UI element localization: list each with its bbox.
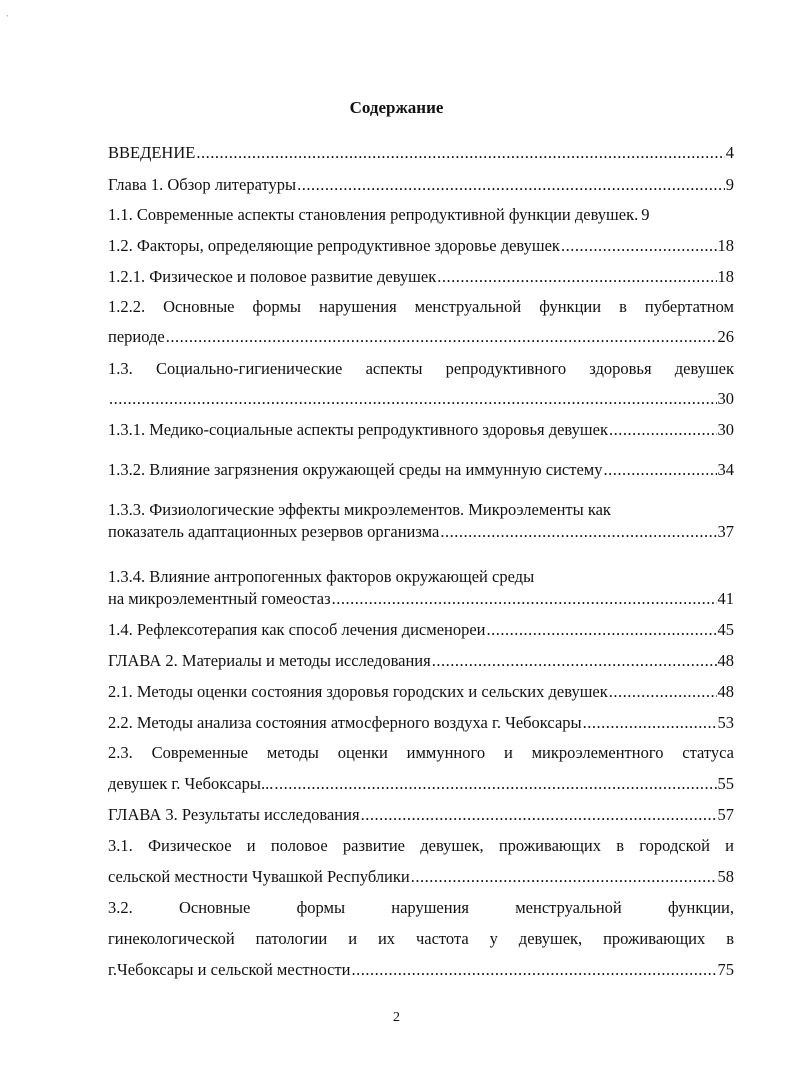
toc-entry-text: периоде: [108, 327, 165, 346]
toc-entry-page: 58: [717, 867, 734, 886]
dot-leader: [109, 389, 717, 409]
toc-entry-page: 18: [717, 267, 734, 286]
toc-entry-1-3-4[interactable]: [108, 567, 734, 609]
toc-entry-2-3[interactable]: [108, 743, 734, 794]
toc-entry-1-2-2[interactable]: [108, 297, 734, 347]
toc-entry-page: 37: [717, 522, 734, 541]
toc-entry-line2: гинекологической патологии и их частота у девушек, проживающих в: [108, 929, 734, 948]
toc-entry-page: 26: [717, 327, 734, 346]
dot-leader: [609, 420, 717, 440]
toc-entry-page: 45: [717, 620, 734, 639]
dot-leader: [487, 620, 717, 640]
toc-entry-text: г.Чебоксары и сельской местности: [108, 960, 351, 979]
toc-entry-page: 53: [717, 713, 734, 732]
toc-entry-line1: 1.3.3. Физиологические эффекты микроэлементов. Микроэлементы как: [108, 500, 611, 519]
toc-entry-1-1[interactable]: [108, 205, 734, 225]
page-number: 2: [393, 1010, 400, 1025]
toc-entry-text: 1.1. Современные аспекты становления репродуктивной функции девушек.: [108, 205, 639, 224]
toc-entry-text: ВВЕДЕНИЕ: [108, 143, 196, 162]
dot-leader: [432, 651, 717, 671]
toc-entry-1-3-3[interactable]: [108, 500, 734, 542]
toc-entry-page: 18: [717, 236, 734, 255]
toc-entry-page: 48: [717, 682, 734, 701]
toc-entry-page: 48: [717, 651, 734, 670]
toc-entry-page: 41: [717, 589, 734, 608]
toc-entry-text: ГЛАВА 3. Результаты исследования: [108, 805, 360, 824]
dot-leader: [437, 267, 716, 287]
dot-leader: [166, 327, 717, 347]
toc-entry-text: 1.2.1. Физическое и половое развитие девушек: [108, 267, 437, 286]
toc-entry-3-2[interactable]: [108, 898, 734, 980]
toc-entry-text: на микроэлементный гомеостаз: [108, 589, 331, 608]
toc-entry-text: 1.3.1. Медико-социальные аспекты репродуктивного здоровья девушек: [108, 420, 608, 439]
toc-entry-text: 2.1. Методы оценки состояния здоровья городских и сельских девушек: [108, 682, 608, 701]
toc-entry-page: 30: [717, 420, 734, 439]
toc-entry-page: 75: [717, 960, 734, 979]
toc-entry-page: 57: [717, 805, 734, 824]
dot-leader: [609, 682, 717, 702]
dot-leader: [561, 236, 717, 256]
toc-entry-text: сельской местности Чувашкой Республики: [108, 867, 410, 886]
dot-leader: [332, 589, 717, 609]
toc-entry-1-4[interactable]: [108, 620, 734, 640]
toc-entry-2-1[interactable]: [108, 682, 734, 702]
toc-entry-page: 9: [725, 175, 734, 194]
dot-leader: [297, 175, 725, 195]
toc-entry-introduction[interactable]: [108, 143, 734, 163]
toc-entry-1-2-1[interactable]: [108, 267, 734, 287]
toc-entry-line1: 3.1. Физическое и половое развитие девушек, проживающих в городской и: [108, 836, 734, 855]
dot-leader: [196, 143, 724, 163]
toc-entry-1-2[interactable]: [108, 236, 734, 256]
toc-entry-1-3-1[interactable]: [108, 420, 734, 440]
dot-leader: [351, 960, 716, 980]
toc-entry-page: 30: [717, 389, 734, 408]
toc-entry-2-2[interactable]: [108, 713, 734, 733]
dot-leader: [583, 713, 717, 733]
toc-entry-text: 1.3.2. Влияние загрязнения окружающей среды на иммунную систему: [108, 460, 603, 479]
toc-entry-page: 9: [641, 205, 650, 224]
dot-leader: [440, 522, 716, 542]
toc-entry-line1: 1.3.4. Влияние антропогенных факторов окружающей среды: [108, 567, 535, 586]
toc-entry-1-3-2[interactable]: [108, 460, 734, 480]
toc-entry-text: 1.4. Рефлексотерапия как способ лечения дисменореи: [108, 620, 486, 639]
toc-entry-text: показатель адаптационных резервов организма: [108, 522, 440, 541]
dot-leader: [274, 774, 716, 794]
toc-entry-text: 2.2. Методы анализа состояния атмосферного воздуха г. Чебоксары: [108, 713, 582, 732]
toc-entry-text: Глава 1. Обзор литературы: [108, 175, 297, 194]
toc-entry-1-3[interactable]: [108, 359, 734, 409]
toc-entry-line1: 3.2. Основные формы нарушения менструальной функции,: [108, 898, 734, 917]
toc-entry-line1: 1.2.2. Основные формы нарушения менструальной функции в пубертатном: [108, 297, 734, 316]
toc-entry-3-1[interactable]: [108, 836, 734, 887]
scan-mark: `: [6, 14, 9, 23]
toc-entry-page: 4: [725, 143, 734, 162]
dot-leader: [411, 867, 717, 887]
toc-entry-line1: 2.3. Современные методы оценки иммунного и микроэлементного статуса: [108, 743, 734, 762]
toc-entry-page: 34: [717, 460, 734, 479]
dot-leader: [603, 460, 716, 480]
toc-entry-text: ГЛАВА 2. Материалы и методы исследования: [108, 651, 431, 670]
toc-entry-text: девушек г. Чебоксары...: [108, 774, 274, 793]
toc-entry-chapter-2[interactable]: [108, 651, 734, 671]
toc-entry-text: 1.2. Факторы, определяющие репродуктивное здоровье девушек: [108, 236, 560, 255]
toc-entry-chapter-1[interactable]: [108, 175, 734, 195]
toc-entry-line1: 1.3. Социально-гигиенические аспекты репродуктивного здоровья девушек: [108, 359, 734, 378]
toc-entry-page: 55: [717, 774, 734, 793]
toc-entry-chapter-3[interactable]: [108, 805, 734, 825]
dot-leader: [361, 805, 717, 825]
page-title: Содержание: [349, 98, 444, 117]
